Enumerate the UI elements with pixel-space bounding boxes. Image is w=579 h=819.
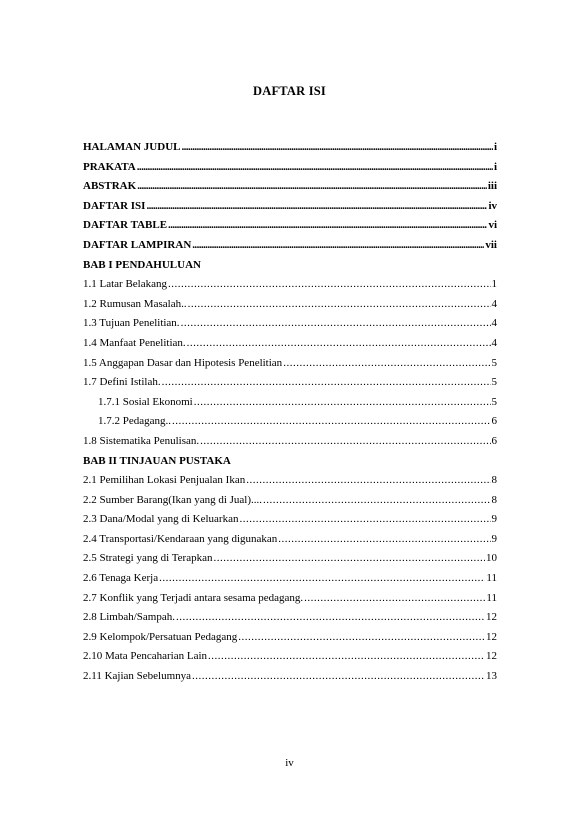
toc-entry-2-6[interactable]	[83, 569, 497, 589]
toc-entry-page: 10	[486, 552, 497, 565]
dot-leader	[181, 138, 492, 158]
toc-entry-label: 1.3 Tujuan Penelitian.	[83, 317, 180, 330]
toc-entry-1-8[interactable]	[83, 432, 497, 452]
toc-entry-page: vii	[485, 238, 497, 251]
dot-leader	[283, 354, 490, 374]
toc-entry-page: 12	[486, 630, 497, 643]
dot-leader	[194, 393, 491, 413]
toc-entry-1-1[interactable]	[83, 275, 497, 295]
toc-entry-page: 9	[491, 513, 497, 526]
toc-entry-label: ABSTRAK	[83, 180, 137, 193]
dot-leader	[278, 530, 490, 550]
toc-entry-1-7-2[interactable]	[83, 412, 497, 432]
toc-entry-label: 2.4 Transportasi/Kendaraan yang digunakan	[83, 532, 278, 545]
toc-entry-page: 12	[486, 650, 497, 663]
dot-leader	[213, 549, 485, 569]
toc-entry-label: 2.6 Tenaga Kerja	[83, 572, 159, 585]
dot-leader	[168, 216, 487, 236]
toc-entry-page: 11	[486, 591, 497, 604]
toc-entry-1-3[interactable]	[83, 314, 497, 334]
toc-entry-1-2[interactable]	[83, 295, 497, 315]
toc-entry-page: 5	[491, 376, 497, 389]
toc-entry-page: iv	[488, 199, 497, 212]
toc-entry-abstrak[interactable]	[83, 177, 497, 197]
dot-leader	[181, 314, 491, 334]
table-of-contents	[83, 138, 497, 687]
toc-entry-label: 2.7 Konflik yang Terjadi antara sesama pedagang.	[83, 591, 304, 604]
dot-leader	[263, 491, 490, 511]
toc-entry-2-11[interactable]	[83, 667, 497, 687]
dot-leader	[172, 412, 490, 432]
toc-entry-page: i	[493, 141, 497, 153]
toc-entry-daftar-table[interactable]	[83, 216, 497, 236]
toc-entry-2-3[interactable]	[83, 510, 497, 530]
toc-entry-2-5[interactable]	[83, 549, 497, 569]
toc-entry-label: 1.5 Anggapan Dasar dan Hipotesis Penelitian	[83, 356, 283, 369]
toc-entry-label: 2.11 Kajian Sebelumnya	[83, 670, 192, 683]
toc-entry-label: 2.2 Sumber Barang(Ikan yang di Jual)....	[83, 493, 263, 506]
dot-leader	[304, 589, 485, 609]
dot-leader	[200, 432, 490, 452]
toc-entry-label: 2.5 Strategi yang di Terapkan	[83, 552, 213, 565]
page-number: iv	[285, 757, 294, 769]
dot-leader	[168, 275, 491, 295]
toc-entry-page: 8	[491, 474, 497, 487]
toc-entry-2-2[interactable]	[83, 491, 497, 511]
toc-entry-2-10[interactable]	[83, 647, 497, 667]
toc-entry-daftar-lampiran[interactable]	[83, 236, 497, 256]
dot-leader	[187, 334, 491, 354]
toc-entry-2-1[interactable]	[83, 471, 497, 491]
toc-entry-page: iii	[487, 180, 497, 193]
toc-entry-2-8[interactable]	[83, 608, 497, 628]
dot-leader	[239, 510, 490, 530]
toc-entry-1-7[interactable]	[83, 373, 497, 393]
toc-entry-label: 2.8 Limbah/Sampah.	[83, 611, 175, 624]
dot-leader	[137, 177, 487, 197]
toc-entry-page: 4	[491, 317, 497, 330]
chapter-heading-bab-2: BAB II TINJAUAN PUSTAKA	[83, 454, 231, 467]
toc-entry-label: 2.10 Mata Pencaharian Lain	[83, 650, 208, 663]
toc-entry-daftar-isi[interactable]	[83, 197, 497, 217]
toc-entry-halaman-judul[interactable]	[83, 138, 497, 158]
dot-leader	[159, 569, 485, 589]
toc-entry-page: 13	[486, 670, 497, 683]
toc-entry-page: 4	[491, 336, 497, 349]
dot-leader	[137, 158, 493, 178]
toc-entry-page: 5	[491, 356, 497, 369]
toc-entry-page: 11	[486, 572, 497, 585]
toc-entry-label: DAFTAR LAMPIRAN	[83, 238, 192, 251]
dot-leader	[192, 667, 485, 687]
toc-entry-2-9[interactable]	[83, 628, 497, 648]
toc-entry-1-5[interactable]	[83, 354, 497, 374]
toc-entry-page: 8	[491, 493, 497, 506]
dot-leader	[188, 295, 491, 315]
chapter-heading-bab-1: BAB I PENDAHULUAN	[83, 258, 201, 271]
dot-leader	[208, 647, 485, 667]
toc-entry-label: 1.7.2 Pedagang..	[98, 415, 172, 428]
dot-leader	[146, 197, 487, 217]
toc-entry-page: 6	[491, 434, 497, 447]
toc-entry-page: 1	[491, 278, 497, 291]
toc-entry-label: HALAMAN JUDUL	[83, 141, 181, 153]
toc-entry-label: PRAKATA	[83, 160, 136, 173]
toc-entry-label: 1.7.1 Sosial Ekonomi	[98, 395, 193, 408]
toc-entry-page: 6	[491, 415, 497, 428]
toc-entry-label: DAFTAR ISI	[83, 199, 146, 212]
toc-entry-label: 1.2 Rumusan Masalah..	[83, 297, 187, 310]
toc-entry-page: vi	[488, 219, 497, 232]
toc-entry-label: 2.3 Dana/Modal yang di Keluarkan	[83, 513, 239, 526]
toc-entry-1-7-1[interactable]	[83, 393, 497, 413]
toc-entry-page: i	[493, 160, 497, 173]
dot-leader	[192, 236, 484, 256]
toc-entry-label: 2.1 Pemilihan Lokasi Penjualan Ikan	[83, 474, 246, 487]
dot-leader	[162, 373, 491, 393]
toc-entry-label: 1.8 Sistematika Penulisan.	[83, 434, 200, 447]
toc-entry-label: 1.7 Defini Istilah.	[83, 376, 161, 389]
toc-entry-label: 1.4 Manfaat Penelitian.	[83, 336, 186, 349]
toc-entry-label: DAFTAR TABLE	[83, 219, 168, 232]
toc-entry-page: 9	[491, 532, 497, 545]
toc-entry-2-4[interactable]	[83, 530, 497, 550]
page-title: DAFTAR ISI	[253, 84, 326, 98]
toc-entry-page: 12	[486, 611, 497, 624]
toc-entry-page: 5	[491, 395, 497, 408]
toc-entry-1-4[interactable]	[83, 334, 497, 354]
dot-leader	[176, 608, 485, 628]
toc-entry-label: 1.1 Latar Belakang	[83, 278, 167, 291]
dot-leader	[246, 471, 490, 491]
toc-entry-label: 2.9 Kelompok/Persatuan Pedagang	[83, 630, 238, 643]
toc-entry-2-7[interactable]	[83, 589, 497, 609]
toc-entry-prakata[interactable]	[83, 158, 497, 178]
dot-leader	[238, 628, 485, 648]
toc-entry-page: 4	[491, 297, 497, 310]
